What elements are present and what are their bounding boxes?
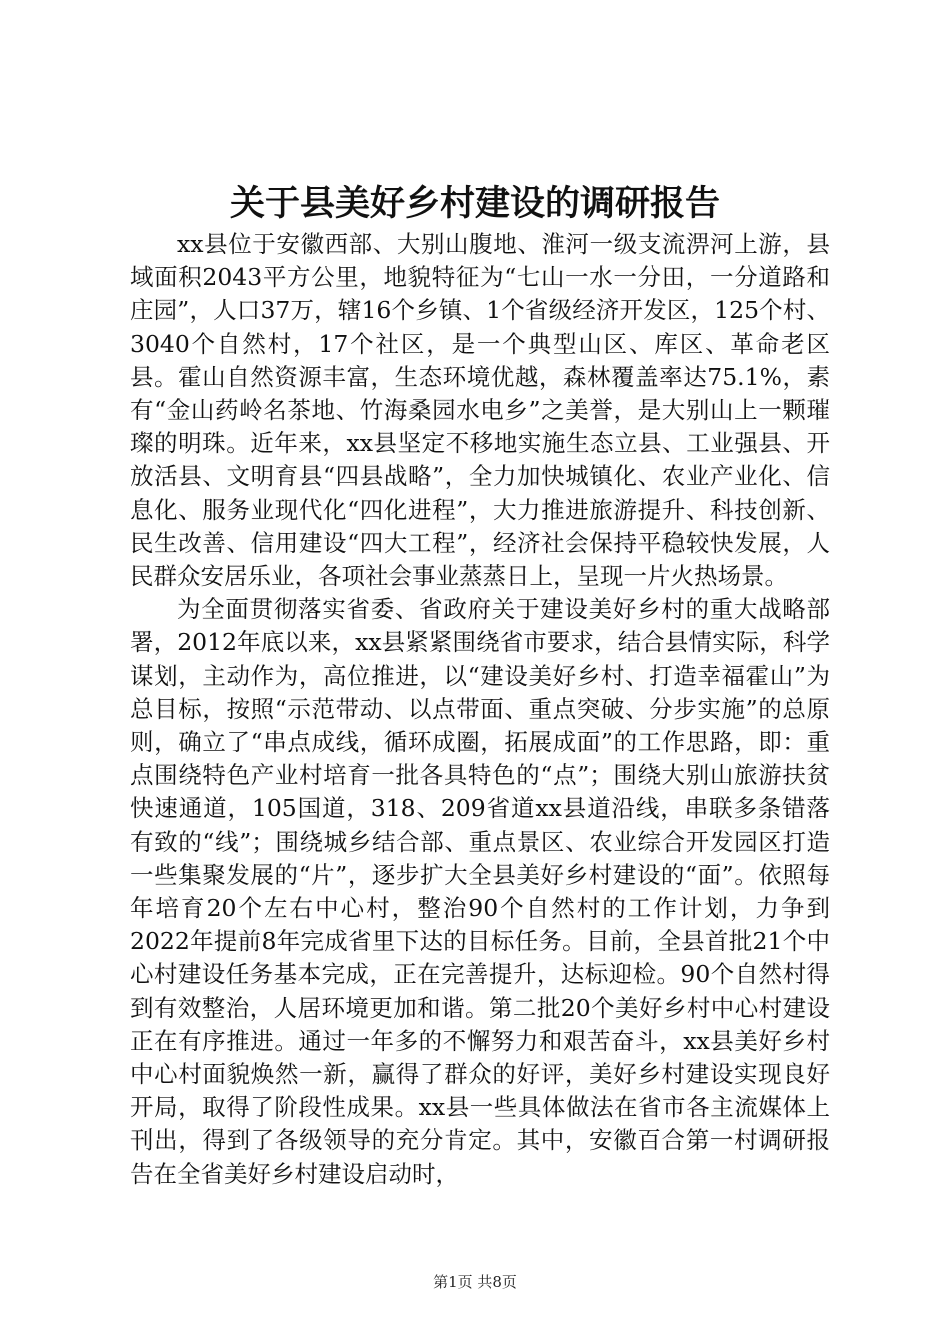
page-number: 第1页 共8页: [433, 1273, 517, 1291]
document-title: 关于县美好乡村建设的调研报告: [229, 183, 720, 224]
paragraph: xx县位于安徽西部、大别山腹地、淮河一级支流淠河上游，县域面积2043平方公里，地貌特征为“七山一水一分田，一分道路和庄园”，人口37万，辖16个乡镇、1个省级经济开发区，125个村、3040个自然村，17个社区，是一个典型山区、库区、革命老区县。霍山自然资源丰富，生态环境优越，森林覆盖率达75.1%，素有“金山药岭名茶地、竹海桑园水电乡”之美誉，是大别山上一颗璀璨的明珠。近年来，xx县坚定不移地实施生态立县、工业强县、开放活县、文明育县“四县战略”，全力加快城镇化、农业产业化、信息化、服务业现代化“四化进程”，大力推进旅游提升、科技创新、民生改善、信用建设“四大工程”，经济社会保持平稳较快发展，人民群众安居乐业，各项社会事业蒸蒸日上，呈现一片火热场景。: [130, 230, 830, 591]
paragraph: 为全面贯彻落实省委、省政府关于建设美好乡村的重大战略部署，2012年底以来，xx县紧紧围绕省市要求，结合县情实际，科学谋划，主动作为，高位推进，以“建设美好乡村、打造幸福霍山”为总目标，按照“示范带动、以点带面、重点突破、分步实施”的总原则，确立了“串点成线，循环成圈，拓展成面”的工作思路，即：重点围绕特色产业村培育一批各具特色的“点”；围绕大别山旅游扶贫快速通道，105国道，318、209省道xx县道沿线，串联多条错落有致的“线”；围绕城乡结合部、重点景区、农业综合开发园区打造一些集聚发展的“片”，逐步扩大全县美好乡村建设的“面”。依照每年培育20个左右中心村，整治90个自然村的工作计划，力争到2022年提前8年完成省里下达的目标任务。目前，全县首批21个中心村建设任务基本完成，正在完善提升，达标迎检。90个自然村得到有效整治，人居环境更加和谐。第二批20个美好乡村中心村建设正在有序推进。通过一年多的不懈努力和艰苦奋斗，xx县美好乡村中心村面貌焕然一新，赢得了群众的好评，美好乡村建设实现良好开局，取得了阶段性成果。xx县一些具体做法在省市各主流媒体上刊出，得到了各级领导的充分肯定。其中，安徽百合第一村调研报告在全省美好乡村建设启动时，: [130, 595, 830, 1188]
document-body: [130, 228, 830, 1191]
